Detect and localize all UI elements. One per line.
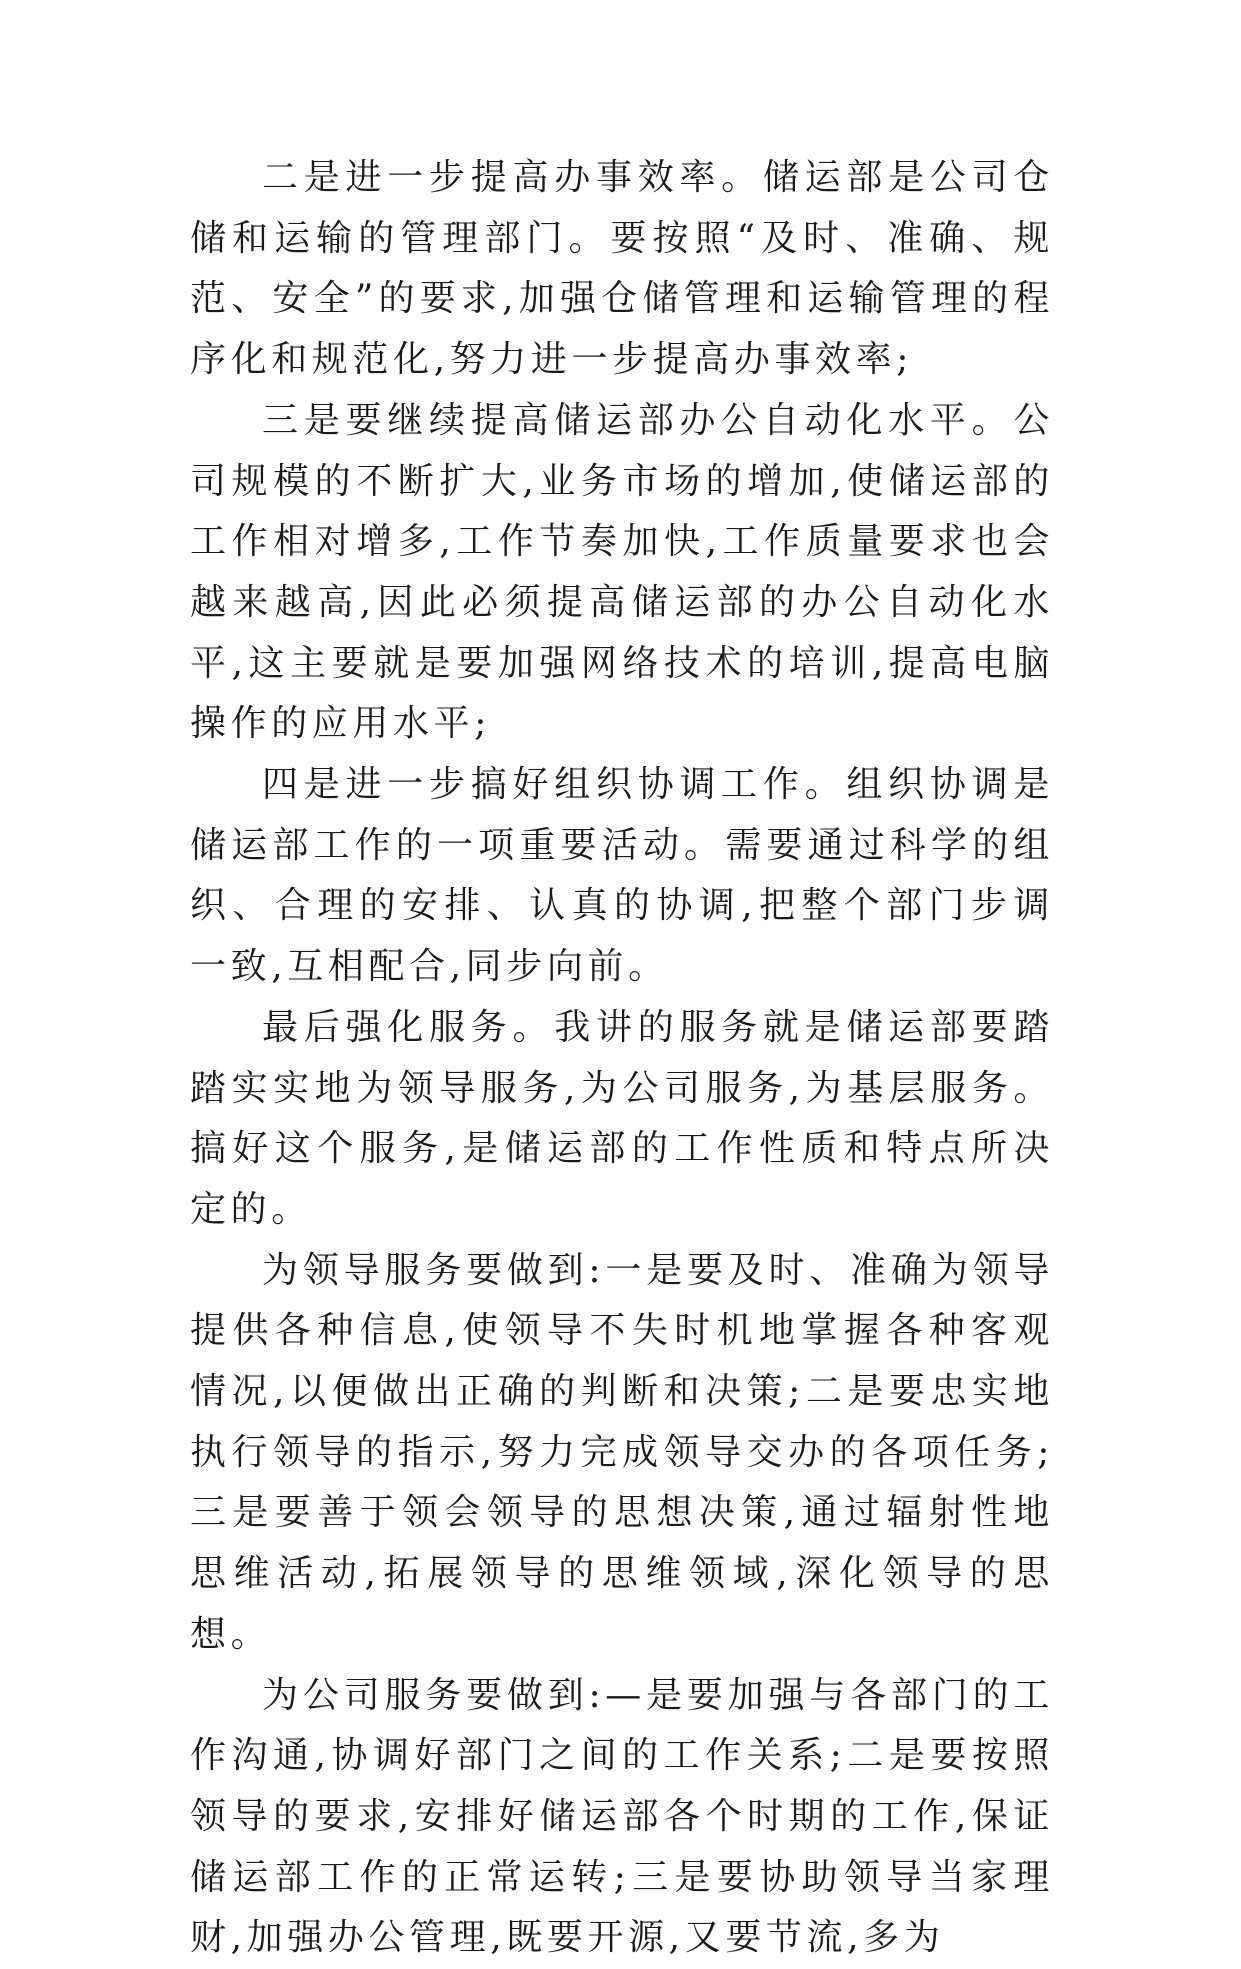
document-page (190, 148, 1054, 1969)
paragraph-efficiency: 二是进一步提高办事效率。储运部是公司仓储和运输的管理部门。要按照“及时、准确、规范、安全”的要求,加强仓储管理和运输管理的程序化和规范化,努力进一步提高办事效率; (190, 157, 1054, 381)
paragraph-coordination: 四是进一步搞好组织协调工作。组织协调是储运部工作的一项重要活动。需要通过科学的组织、合理的安排、认真的协调,把整个部门步调一致,互相配合,同步向前。 (190, 764, 1054, 988)
paragraph-service: 最后强化服务。我讲的服务就是储运部要踏踏实实地为领导服务,为公司服务,为基层服务。搞好这个服务,是储运部的工作性质和特点所决定的。 (190, 1006, 1054, 1230)
paragraph-serve-company: 为公司服务要做到:—是要加强与各部门的工作沟通,协调好部门之间的工作关系;二是要按照领导的要求,安排好储运部各个时期的工作,保证储运部工作的正常运转;三是要协助领导当家理财,加强办公管理,既要开源,又要节流,多为 (190, 1674, 1054, 1959)
paragraph-automation: 三是要继续提高储运部办公自动化水平。公司规模的不断扩大,业务市场的增加,使储运部的工作相对增多,工作节奏加快,工作质量要求也会越来越高,因此必须提高储运部的办公自动化水平,这主要就是要加强网络技术的培训,提高电脑操作的应用水平; (190, 399, 1054, 745)
paragraph-serve-leaders: 为领导服务要做到:一是要及时、准确为领导提供各种信息,使领导不失时机地掌握各种客观情况,以便做出正确的判断和决策;二是要忠实地执行领导的指示,努力完成领导交办的各项任务;三是要善于领会领导的思想决策,通过辐射性地思维活动,拓展领导的思维领域,深化领导的思想。 (190, 1249, 1054, 1655)
